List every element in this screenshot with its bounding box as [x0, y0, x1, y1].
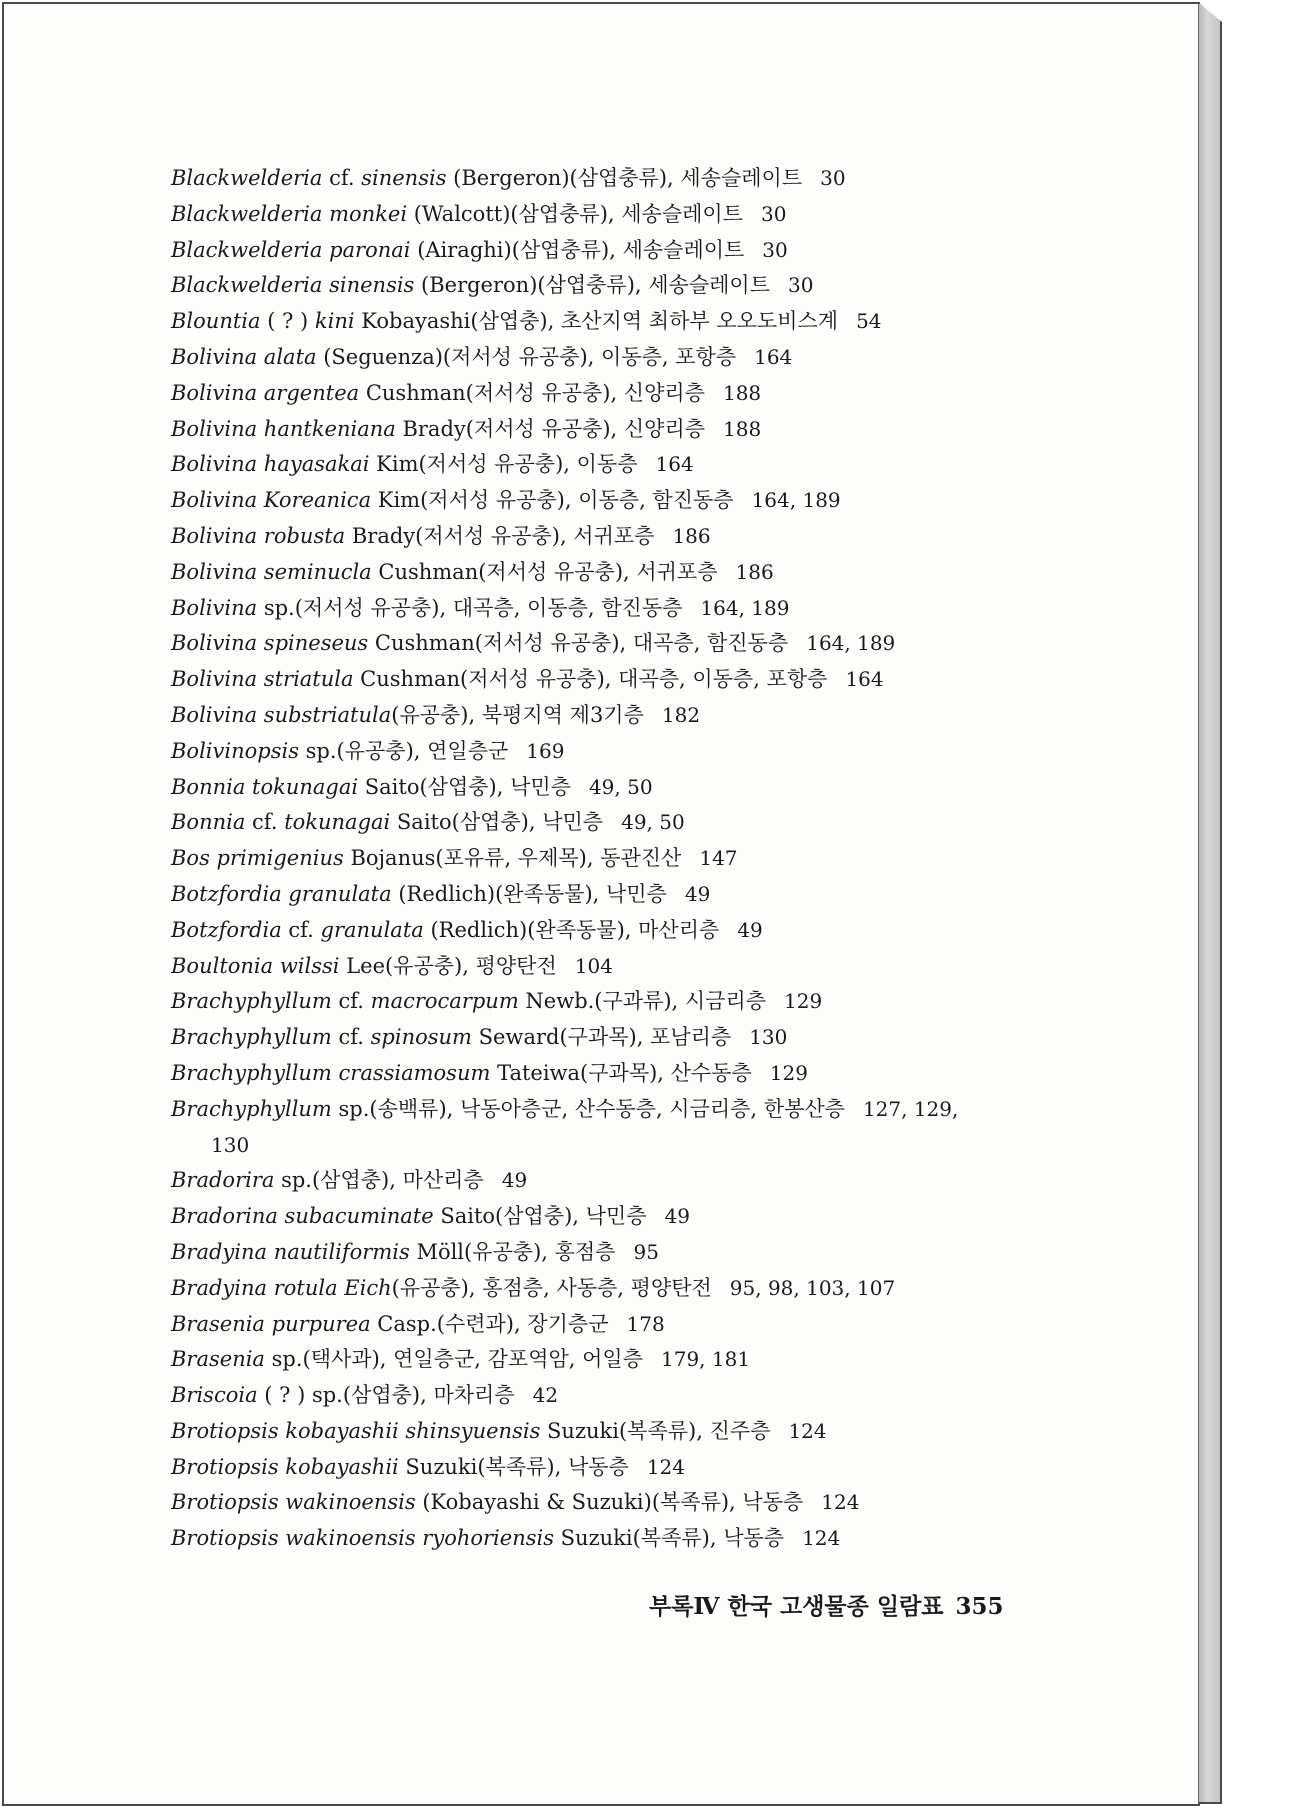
index-entry — [171, 1378, 1071, 1414]
entry-description: (삼엽충), 마산리층 — [311, 1168, 484, 1193]
page-number: 355 — [955, 1593, 1004, 1620]
species-name: Brotiopsis wakinoensis — [171, 1490, 416, 1515]
page-refs: 188 — [723, 416, 762, 441]
species-name: Bolivina hayasakai — [171, 452, 370, 477]
page-refs: 164 — [754, 344, 793, 369]
page-refs: 178 — [626, 1311, 665, 1336]
page-refs: 179, 181 — [661, 1347, 751, 1372]
page-refs: 147 — [699, 846, 738, 871]
species-name: Blountia — [171, 309, 261, 334]
index-entry — [171, 1521, 1071, 1557]
entry-description: (Seguenza)(저서성 유공충), 이동층, 포항층 — [316, 344, 737, 369]
species-name: Bradorira — [171, 1168, 275, 1193]
species-name: Brasenia — [171, 1347, 265, 1372]
page-refs: 127, 129, — [862, 1096, 959, 1121]
index-entry — [171, 626, 1071, 662]
species-epithet: sinensis — [361, 166, 447, 190]
entry-description: (저서성 유공충), 대곡층, 이동층, 함진동층 — [294, 595, 683, 620]
index-entry — [171, 1271, 1071, 1307]
species-name: Brotiopsis wakinoensis ryohoriensis — [171, 1526, 554, 1551]
species-name: Bolivinopsis — [171, 738, 299, 763]
qualifier: sp. — [264, 1347, 303, 1372]
page-refs: 129 — [784, 989, 823, 1014]
species-name: Brachyphyllum — [171, 1025, 332, 1050]
species-name: Brachyphyllum — [171, 989, 332, 1014]
entry-description: Cushman(저서성 유공충), 대곡층, 이동층, 포항층 — [353, 667, 828, 692]
index-entry — [171, 447, 1071, 483]
species-name: Blackwelderia — [171, 166, 323, 190]
species-name: Blackwelderia sinensis — [171, 273, 415, 298]
species-name: Botzfordia — [171, 917, 282, 942]
entry-description: Saito(삼엽충), 낙민층 — [433, 1204, 647, 1229]
page-refs: 49, 50 — [621, 810, 685, 835]
species-name: Brotiopsis kobayashii — [171, 1454, 399, 1479]
species-name: Bolivina robusta — [171, 523, 346, 548]
species-name: Botzfordia granulata — [171, 881, 392, 906]
entry-description: (Redlich)(완족동물), 낙민층 — [391, 881, 667, 906]
index-entry-list — [171, 161, 1071, 1557]
page-refs: 30 — [820, 166, 846, 190]
index-entry — [171, 1056, 1071, 1092]
species-epithet: kini — [314, 309, 355, 334]
page-refs: 42 — [532, 1383, 559, 1408]
page-refs: 49 — [501, 1168, 528, 1193]
entry-description: Newb.(구과류), 시금리층 — [518, 989, 767, 1014]
entry-description: Cushman(저서성 유공충), 대곡층, 함진동층 — [368, 631, 789, 656]
entry-description: Bojanus(포유류, 우제목), 동관진산 — [343, 846, 682, 871]
entry-description: Saito(삼엽충), 낙민층 — [358, 774, 571, 799]
entry-description: Seward(구과목), 포남리층 — [471, 1025, 732, 1050]
page-refs: 49 — [664, 1204, 690, 1229]
species-epithet: spinosum — [370, 1025, 472, 1050]
entry-description: Suzuki(복족류), 낙동층 — [554, 1526, 785, 1551]
entry-description: (Kobayashi & Suzuki)(복족류), 낙동층 — [415, 1490, 804, 1515]
entry-description: Brady(저서성 유공충), 신양리층 — [395, 416, 706, 441]
index-entry — [171, 376, 1071, 412]
page-refs: 186 — [735, 559, 774, 584]
page-refs: 169 — [526, 738, 565, 763]
index-entry — [171, 555, 1071, 591]
page-refs: 95, 98, 103, 107 — [729, 1275, 896, 1300]
qualifier: sp. — [298, 738, 337, 763]
species-name: Bolivina — [171, 595, 258, 620]
species-name: Bolivina seminucla — [171, 559, 372, 584]
index-entry — [171, 877, 1071, 913]
page-refs: 124 — [788, 1418, 827, 1443]
page-refs: 188 — [722, 380, 762, 405]
index-entry — [171, 770, 1071, 806]
entry-description: Kobayashi(삼엽충), 초산지역 최하부 오오도비스계 — [354, 309, 839, 334]
species-name: Bonnia tokunagai — [171, 774, 359, 799]
entry-description: (Bergeron)(삼엽충류), 세송슬레이트 — [446, 166, 803, 190]
index-entry — [171, 412, 1071, 448]
entry-description: (Airaghi)(삼엽충류), 세송슬레이트 — [410, 237, 745, 262]
page-edge-shadow — [1198, 2, 1222, 1804]
entry-description: (삼엽충), 마차리층 — [342, 1383, 515, 1408]
index-entry — [171, 698, 1071, 734]
page-refs: 164, 189 — [700, 595, 790, 620]
page-refs: 164 — [655, 452, 694, 477]
page-refs: 30 — [760, 201, 787, 226]
entry-description: Brady(저서성 유공충), 서귀포층 — [345, 523, 655, 548]
entry-description: Kim(저서성 유공충), 이동층 — [369, 452, 638, 477]
species-name: Bolivina striatula — [171, 667, 354, 692]
species-name: Brotiopsis kobayashii shinsyuensis — [171, 1418, 541, 1443]
index-entry — [171, 805, 1071, 841]
index-entry — [171, 1485, 1071, 1521]
index-entry — [171, 304, 1071, 340]
entry-description: (택사과), 연일층군, 감포역암, 어일층 — [302, 1347, 643, 1372]
entry-description: (유공충), 연일층군 — [336, 738, 509, 763]
qualifier: ( ? ) — [260, 309, 315, 334]
index-entry — [171, 483, 1071, 519]
index-entry — [171, 1163, 1071, 1199]
index-entry — [171, 662, 1071, 698]
species-epithet: granulata — [320, 917, 424, 942]
page-refs: 49, 50 — [588, 774, 653, 799]
species-name: Bradyina nautiliformis — [171, 1239, 410, 1264]
entry-description: Suzuki(복족류), 진주층 — [540, 1418, 771, 1443]
index-entry — [171, 1307, 1071, 1343]
entry-description: Saito(삼엽충), 낙민층 — [390, 810, 604, 835]
page-refs: 104 — [574, 953, 613, 978]
species-name: Bos primigenius — [171, 846, 344, 871]
index-entry — [171, 949, 1071, 985]
page-refs: 129 — [769, 1060, 808, 1085]
page-refs: 124 — [821, 1490, 860, 1515]
index-entry-continuation — [171, 1128, 1071, 1164]
index-entry — [171, 1342, 1071, 1378]
qualifier: cf. — [331, 1025, 371, 1050]
index-entry — [171, 233, 1071, 269]
entry-description: (Bergeron)(삼엽충류), 세송슬레이트 — [414, 273, 770, 298]
page-footer — [649, 1588, 1004, 1621]
index-entry — [171, 734, 1071, 770]
book-page — [2, 2, 1200, 1806]
species-name: Bradyina rotula Eich — [171, 1275, 392, 1300]
page-refs: 95 — [633, 1239, 659, 1264]
index-entry — [171, 984, 1071, 1020]
entry-description: Casp.(수련과), 장기층군 — [370, 1311, 609, 1336]
species-name: Bolivina substriatula — [171, 702, 392, 727]
index-entry — [171, 841, 1071, 877]
entry-description: (유공충), 홍점층, 사동층, 평양탄전 — [391, 1275, 712, 1300]
entry-description: Tateiwa(구과목), 산수동층 — [490, 1060, 752, 1085]
index-entry — [171, 1092, 1071, 1128]
index-entry — [171, 1450, 1071, 1486]
entry-description: (Redlich)(완족동물), 마산리층 — [423, 917, 720, 942]
page-refs: 182 — [661, 702, 701, 727]
entry-description: Cushman(저서성 유공충), 신양리층 — [359, 380, 705, 405]
qualifier: ( ? ) sp. — [257, 1383, 343, 1408]
index-entry — [171, 197, 1071, 233]
qualifier: sp. — [257, 595, 295, 620]
index-entry — [171, 591, 1071, 627]
entry-description: (송백류), 낙동아층군, 산수동층, 시금리층, 한봉산층 — [369, 1096, 845, 1121]
qualifier: cf. — [331, 989, 371, 1014]
species-name: Briscoia — [171, 1383, 258, 1408]
index-entry — [171, 519, 1071, 555]
page-refs: 49 — [737, 917, 763, 942]
page-refs: 130 — [749, 1025, 788, 1050]
page-refs: 30 — [762, 237, 788, 262]
entry-description: Kim(저서성 유공충), 이동층, 함진동층 — [371, 488, 734, 513]
species-name: Blackwelderia monkei — [171, 201, 408, 226]
species-name: Bolivina alata — [171, 344, 317, 369]
page-refs: 124 — [646, 1454, 686, 1479]
species-epithet: macrocarpum — [370, 989, 519, 1014]
qualifier: sp. — [274, 1168, 312, 1193]
qualifier: cf. — [245, 810, 285, 835]
page-refs: 164, 189 — [751, 488, 841, 513]
index-entry — [171, 161, 1071, 197]
entry-description: Cushman(저서성 유공충), 서귀포층 — [371, 559, 718, 584]
entry-description: (유공충), 북평지역 제3기층 — [391, 702, 644, 727]
species-epithet: tokunagai — [284, 810, 391, 835]
species-name: Boultonia wilssi — [171, 953, 340, 978]
index-entry — [171, 1414, 1071, 1450]
species-name: Brachyphyllum crassiamosum — [171, 1060, 491, 1085]
entry-description: (Walcott)(삼엽충류), 세송슬레이트 — [407, 201, 743, 226]
index-entry — [171, 913, 1071, 949]
entry-description: Möll(유공충), 홍점층 — [409, 1239, 616, 1264]
page-refs: 186 — [672, 523, 711, 548]
page-refs: 124 — [802, 1526, 841, 1551]
species-name: Blackwelderia paronai — [171, 237, 411, 262]
entry-description: Lee(유공충), 평양탄전 — [339, 953, 557, 978]
species-name: Bolivina hantkeniana — [171, 416, 396, 441]
page-refs: 164 — [845, 667, 884, 692]
page-refs: 164, 189 — [806, 631, 896, 656]
index-entry — [171, 268, 1071, 304]
page-refs: 54 — [856, 309, 882, 334]
index-entry — [171, 1020, 1071, 1056]
footer-title: 부록Ⅳ 한국 고생물종 일람표 — [649, 1593, 944, 1620]
qualifier: cf. — [281, 917, 321, 942]
qualifier: sp. — [331, 1096, 370, 1121]
species-name: Brachyphyllum — [171, 1096, 332, 1121]
species-name: Bolivina Koreanica — [171, 488, 372, 513]
page-refs: 30 — [787, 273, 814, 298]
species-name: Bonnia — [171, 810, 246, 835]
index-entry — [171, 1235, 1071, 1271]
species-name: Bradorina subacuminate — [171, 1204, 434, 1229]
species-name: Bolivina argentea — [171, 380, 360, 405]
qualifier: cf. — [322, 166, 362, 190]
page-refs: 130 — [211, 1132, 250, 1157]
entry-description: Suzuki(복족류), 낙동층 — [398, 1454, 629, 1479]
index-entry — [171, 340, 1071, 376]
page-refs: 49 — [684, 881, 711, 906]
species-name: Brasenia purpurea — [171, 1311, 371, 1336]
species-name: Bolivina spineseus — [171, 631, 369, 656]
index-entry — [171, 1199, 1071, 1235]
